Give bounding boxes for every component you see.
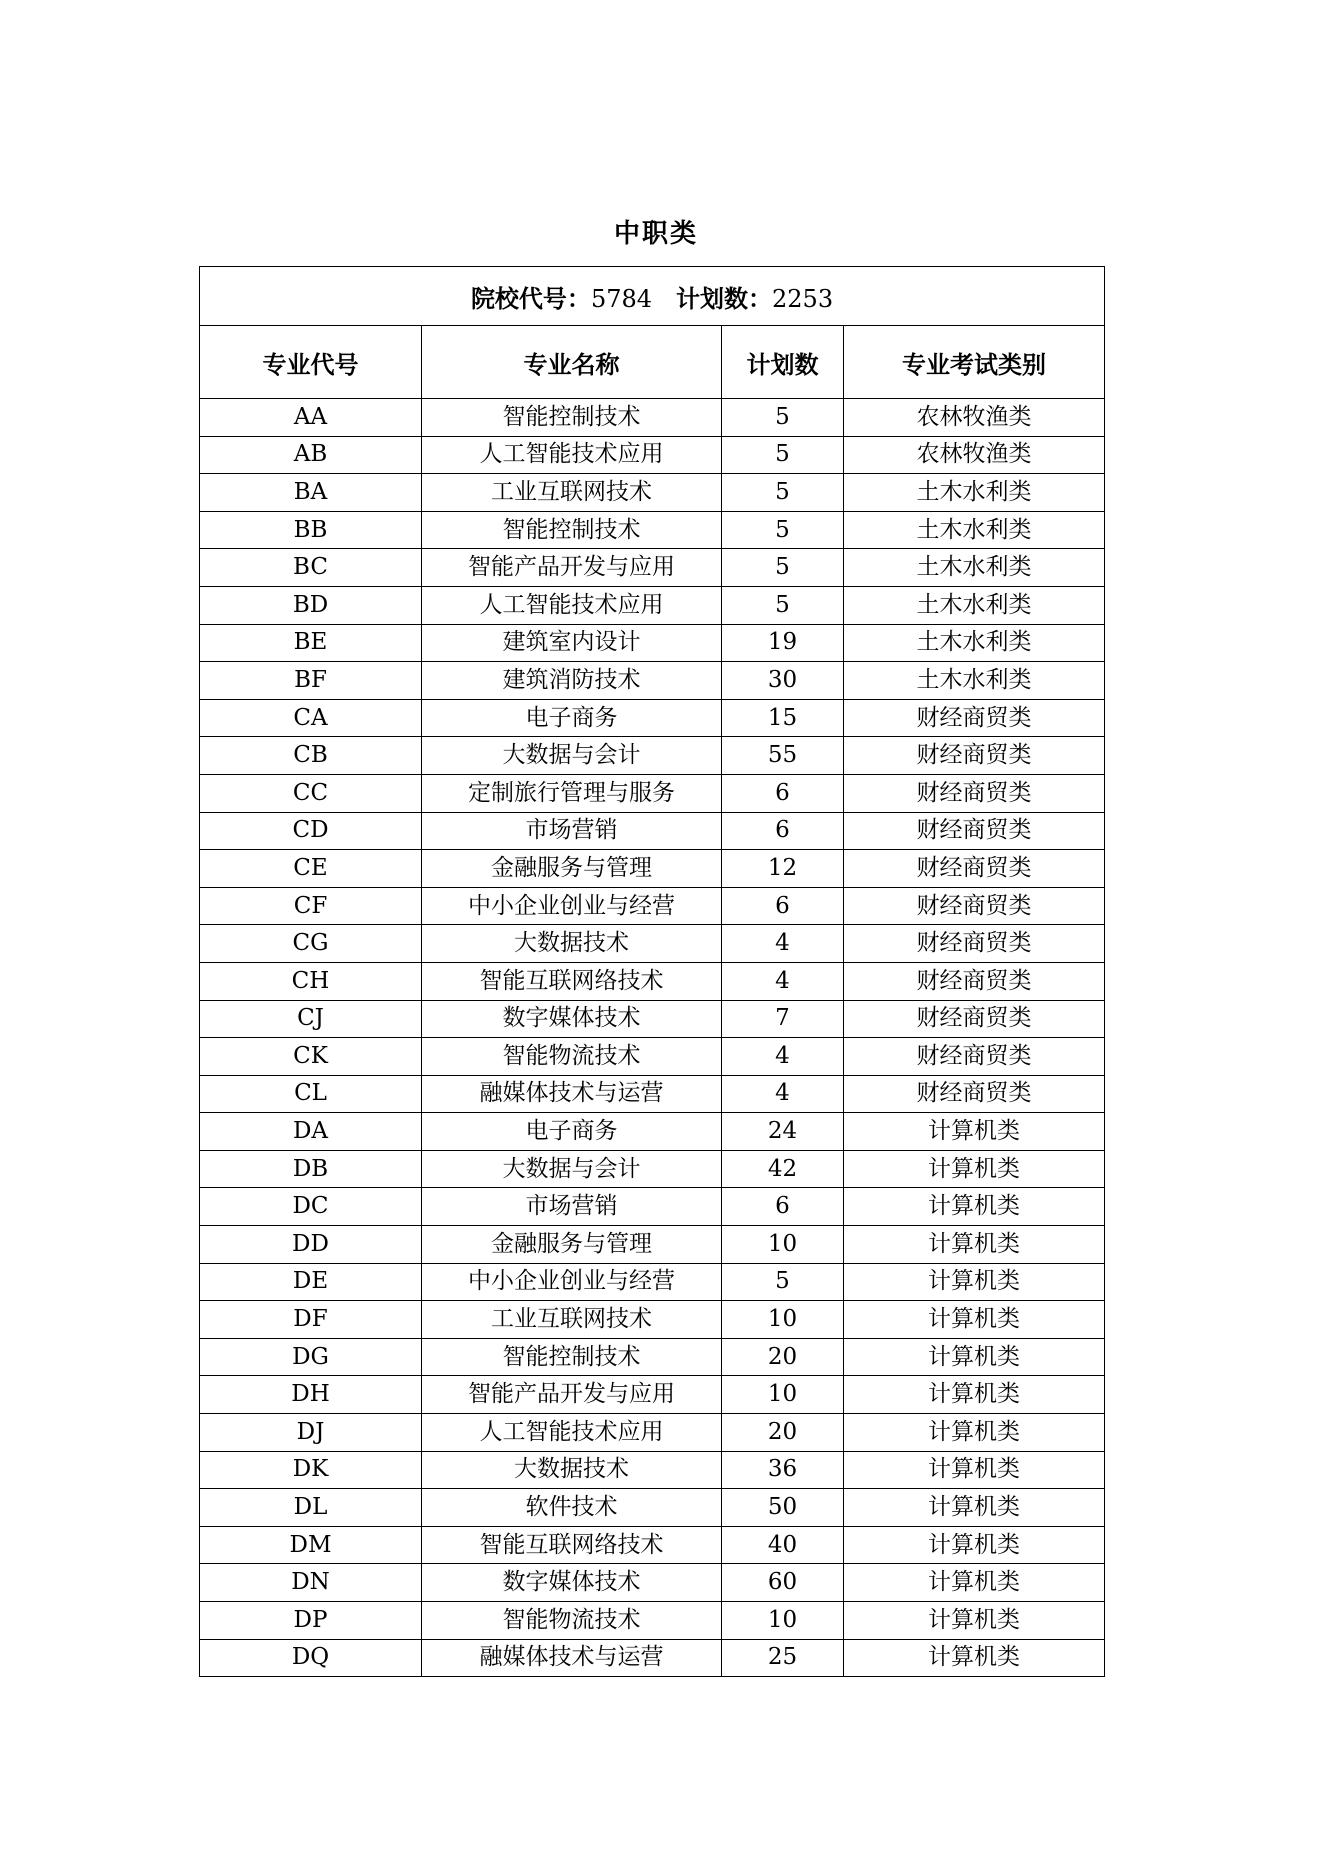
plan-total-label: 计划数：	[676, 284, 773, 313]
table-row	[200, 436, 1105, 474]
major-code-cell: CE	[200, 850, 422, 888]
plan-count-cell: 40	[722, 1526, 844, 1564]
table-row	[200, 1564, 1105, 1602]
major-code-cell: CJ	[200, 1000, 422, 1038]
table-row	[200, 774, 1105, 812]
major-code-cell: DN	[200, 1564, 422, 1602]
major-name-cell: 电子商务	[422, 1113, 722, 1151]
plan-count-cell: 25	[722, 1639, 844, 1677]
major-name-cell: 智能互联网络技术	[422, 962, 722, 1000]
plan-count-cell: 4	[722, 925, 844, 963]
major-code-cell: AA	[200, 399, 422, 437]
major-code-cell: AB	[200, 436, 422, 474]
table-row	[200, 1338, 1105, 1376]
table-row	[200, 850, 1105, 888]
major-name-cell: 人工智能技术应用	[422, 1414, 722, 1452]
exam-category-cell: 财经商贸类	[844, 699, 1105, 737]
major-name-cell: 金融服务与管理	[422, 1226, 722, 1264]
exam-category-cell: 计算机类	[844, 1188, 1105, 1226]
table-row	[200, 737, 1105, 775]
exam-category-cell: 财经商贸类	[844, 774, 1105, 812]
exam-category-cell: 土木水利类	[844, 474, 1105, 512]
plan-count-cell: 6	[722, 774, 844, 812]
major-name-cell: 市场营销	[422, 1188, 722, 1226]
major-name-cell: 市场营销	[422, 812, 722, 850]
major-name-cell: 数字媒体技术	[422, 1564, 722, 1602]
table-row	[200, 511, 1105, 549]
major-code-cell: BE	[200, 624, 422, 662]
exam-category-cell: 土木水利类	[844, 511, 1105, 549]
plan-count-cell: 15	[722, 699, 844, 737]
plan-count-cell: 6	[722, 887, 844, 925]
plan-count-cell: 42	[722, 1150, 844, 1188]
major-name-cell: 人工智能技术应用	[422, 586, 722, 624]
major-name-cell: 定制旅行管理与服务	[422, 774, 722, 812]
plan-count-cell: 5	[722, 1263, 844, 1301]
exam-category-cell: 计算机类	[844, 1263, 1105, 1301]
exam-category-cell: 财经商贸类	[844, 887, 1105, 925]
table-row	[200, 1075, 1105, 1113]
major-name-cell: 大数据与会计	[422, 1150, 722, 1188]
plan-count-cell: 55	[722, 737, 844, 775]
table-row	[200, 1113, 1105, 1151]
column-header-plan-count: 计划数	[722, 326, 844, 399]
exam-category-cell: 计算机类	[844, 1150, 1105, 1188]
plan-count-cell: 12	[722, 850, 844, 888]
table-row	[200, 1150, 1105, 1188]
table-row	[200, 1602, 1105, 1640]
major-name-cell: 软件技术	[422, 1489, 722, 1527]
plan-count-cell: 10	[722, 1376, 844, 1414]
plan-count-cell: 36	[722, 1451, 844, 1489]
major-code-cell: DK	[200, 1451, 422, 1489]
plan-count-cell: 5	[722, 474, 844, 512]
exam-category-cell: 计算机类	[844, 1489, 1105, 1527]
plan-count-cell: 4	[722, 962, 844, 1000]
major-name-cell: 智能控制技术	[422, 511, 722, 549]
table-row	[200, 925, 1105, 963]
major-name-cell: 建筑消防技术	[422, 662, 722, 700]
table-body	[200, 267, 1105, 1677]
exam-category-cell: 财经商贸类	[844, 962, 1105, 1000]
major-name-cell: 中小企业创业与经营	[422, 1263, 722, 1301]
major-name-cell: 工业互联网技术	[422, 1301, 722, 1339]
major-code-cell: BC	[200, 549, 422, 587]
exam-category-cell: 计算机类	[844, 1564, 1105, 1602]
plan-count-cell: 4	[722, 1038, 844, 1076]
major-code-cell: CK	[200, 1038, 422, 1076]
exam-category-cell: 财经商贸类	[844, 1038, 1105, 1076]
exam-category-cell: 土木水利类	[844, 549, 1105, 587]
major-code-cell: DH	[200, 1376, 422, 1414]
major-name-cell: 数字媒体技术	[422, 1000, 722, 1038]
major-code-cell: DP	[200, 1602, 422, 1640]
table-row	[200, 1414, 1105, 1452]
table-row	[200, 1301, 1105, 1339]
plan-count-cell: 24	[722, 1113, 844, 1151]
table-row	[200, 1038, 1105, 1076]
table-row	[200, 1376, 1105, 1414]
plan-total-value: 2253	[772, 284, 834, 313]
major-name-cell: 中小企业创业与经营	[422, 887, 722, 925]
school-code-value: 5784	[590, 284, 653, 313]
major-code-cell: DL	[200, 1489, 422, 1527]
enrollment-plan-table	[199, 266, 1105, 1677]
major-name-cell: 智能控制技术	[422, 399, 722, 437]
table-row	[200, 474, 1105, 512]
major-name-cell: 智能产品开发与应用	[422, 549, 722, 587]
plan-count-cell: 5	[722, 511, 844, 549]
column-header-major-name: 专业名称	[422, 326, 722, 399]
plan-count-cell: 5	[722, 436, 844, 474]
major-code-cell: BD	[200, 586, 422, 624]
major-code-cell: CL	[200, 1075, 422, 1113]
exam-category-cell: 计算机类	[844, 1338, 1105, 1376]
major-name-cell: 融媒体技术与运营	[422, 1075, 722, 1113]
major-name-cell: 人工智能技术应用	[422, 436, 722, 474]
exam-category-cell: 土木水利类	[844, 586, 1105, 624]
exam-category-cell: 计算机类	[844, 1414, 1105, 1452]
major-code-cell: DQ	[200, 1639, 422, 1677]
summary-cell	[200, 267, 1105, 326]
plan-count-cell: 6	[722, 812, 844, 850]
plan-count-cell: 7	[722, 1000, 844, 1038]
major-code-cell: CA	[200, 699, 422, 737]
table-row	[200, 1263, 1105, 1301]
exam-category-cell: 计算机类	[844, 1113, 1105, 1151]
plan-count-cell: 5	[722, 549, 844, 587]
plan-count-cell: 20	[722, 1414, 844, 1452]
exam-category-cell: 计算机类	[844, 1301, 1105, 1339]
major-name-cell: 智能物流技术	[422, 1038, 722, 1076]
exam-category-cell: 计算机类	[844, 1602, 1105, 1640]
table-row	[200, 887, 1105, 925]
plan-count-cell: 60	[722, 1564, 844, 1602]
major-name-cell: 大数据与会计	[422, 737, 722, 775]
exam-category-cell: 财经商贸类	[844, 850, 1105, 888]
major-code-cell: DF	[200, 1301, 422, 1339]
major-code-cell: DJ	[200, 1414, 422, 1452]
plan-count-cell: 10	[722, 1301, 844, 1339]
table-row	[200, 1188, 1105, 1226]
plan-count-cell: 4	[722, 1075, 844, 1113]
table-row	[200, 1526, 1105, 1564]
major-code-cell: BF	[200, 662, 422, 700]
table-row	[200, 549, 1105, 587]
major-code-cell: CC	[200, 774, 422, 812]
major-code-cell: CD	[200, 812, 422, 850]
column-header-major-code: 专业代号	[200, 326, 422, 399]
table-row	[200, 1451, 1105, 1489]
major-name-cell: 金融服务与管理	[422, 850, 722, 888]
exam-category-cell: 土木水利类	[844, 624, 1105, 662]
exam-category-cell: 计算机类	[844, 1451, 1105, 1489]
exam-category-cell: 计算机类	[844, 1376, 1105, 1414]
plan-count-cell: 19	[722, 624, 844, 662]
exam-category-cell: 土木水利类	[844, 662, 1105, 700]
major-code-cell: DD	[200, 1226, 422, 1264]
major-name-cell: 大数据技术	[422, 1451, 722, 1489]
table-row	[200, 1226, 1105, 1264]
plan-count-cell: 5	[722, 399, 844, 437]
table-row	[200, 586, 1105, 624]
major-code-cell: CG	[200, 925, 422, 963]
major-code-cell: DE	[200, 1263, 422, 1301]
plan-count-cell: 20	[722, 1338, 844, 1376]
exam-category-cell: 财经商贸类	[844, 1075, 1105, 1113]
major-name-cell: 融媒体技术与运营	[422, 1639, 722, 1677]
plan-count-cell: 10	[722, 1602, 844, 1640]
exam-category-cell: 农林牧渔类	[844, 436, 1105, 474]
exam-category-cell: 农林牧渔类	[844, 399, 1105, 437]
major-code-cell: DC	[200, 1188, 422, 1226]
major-name-cell: 大数据技术	[422, 925, 722, 963]
column-header-exam-category: 专业考试类别	[844, 326, 1105, 399]
major-name-cell: 工业互联网技术	[422, 474, 722, 512]
exam-category-cell: 财经商贸类	[844, 737, 1105, 775]
major-code-cell: DM	[200, 1526, 422, 1564]
exam-category-cell: 财经商贸类	[844, 1000, 1105, 1038]
header-row	[200, 326, 1105, 399]
major-name-cell: 建筑室内设计	[422, 624, 722, 662]
major-name-cell: 智能互联网络技术	[422, 1526, 722, 1564]
plan-count-cell: 6	[722, 1188, 844, 1226]
summary-row	[200, 267, 1105, 326]
table-row	[200, 1639, 1105, 1677]
major-code-cell: CB	[200, 737, 422, 775]
major-name-cell: 智能产品开发与应用	[422, 1376, 722, 1414]
exam-category-cell: 计算机类	[844, 1639, 1105, 1677]
major-name-cell: 智能控制技术	[422, 1338, 722, 1376]
table-row	[200, 662, 1105, 700]
major-code-cell: BB	[200, 511, 422, 549]
plan-count-cell: 10	[722, 1226, 844, 1264]
exam-category-cell: 财经商贸类	[844, 812, 1105, 850]
major-name-cell: 智能物流技术	[422, 1602, 722, 1640]
major-code-cell: DB	[200, 1150, 422, 1188]
plan-count-cell: 5	[722, 586, 844, 624]
table-row	[200, 1000, 1105, 1038]
major-code-cell: DA	[200, 1113, 422, 1151]
exam-category-cell: 计算机类	[844, 1226, 1105, 1264]
table-row	[200, 624, 1105, 662]
major-code-cell: CH	[200, 962, 422, 1000]
major-code-cell: CF	[200, 887, 422, 925]
plan-count-cell: 30	[722, 662, 844, 700]
table-row	[200, 812, 1105, 850]
table-row	[200, 399, 1105, 437]
school-code-label: 院校代号：	[470, 284, 591, 313]
major-code-cell: BA	[200, 474, 422, 512]
major-code-cell: DG	[200, 1338, 422, 1376]
page-title: 中职类	[613, 219, 698, 249]
plan-count-cell: 50	[722, 1489, 844, 1527]
table-row	[200, 699, 1105, 737]
major-name-cell: 电子商务	[422, 699, 722, 737]
table-row	[200, 1489, 1105, 1527]
table-row	[200, 962, 1105, 1000]
exam-category-cell: 财经商贸类	[844, 925, 1105, 963]
exam-category-cell: 计算机类	[844, 1526, 1105, 1564]
